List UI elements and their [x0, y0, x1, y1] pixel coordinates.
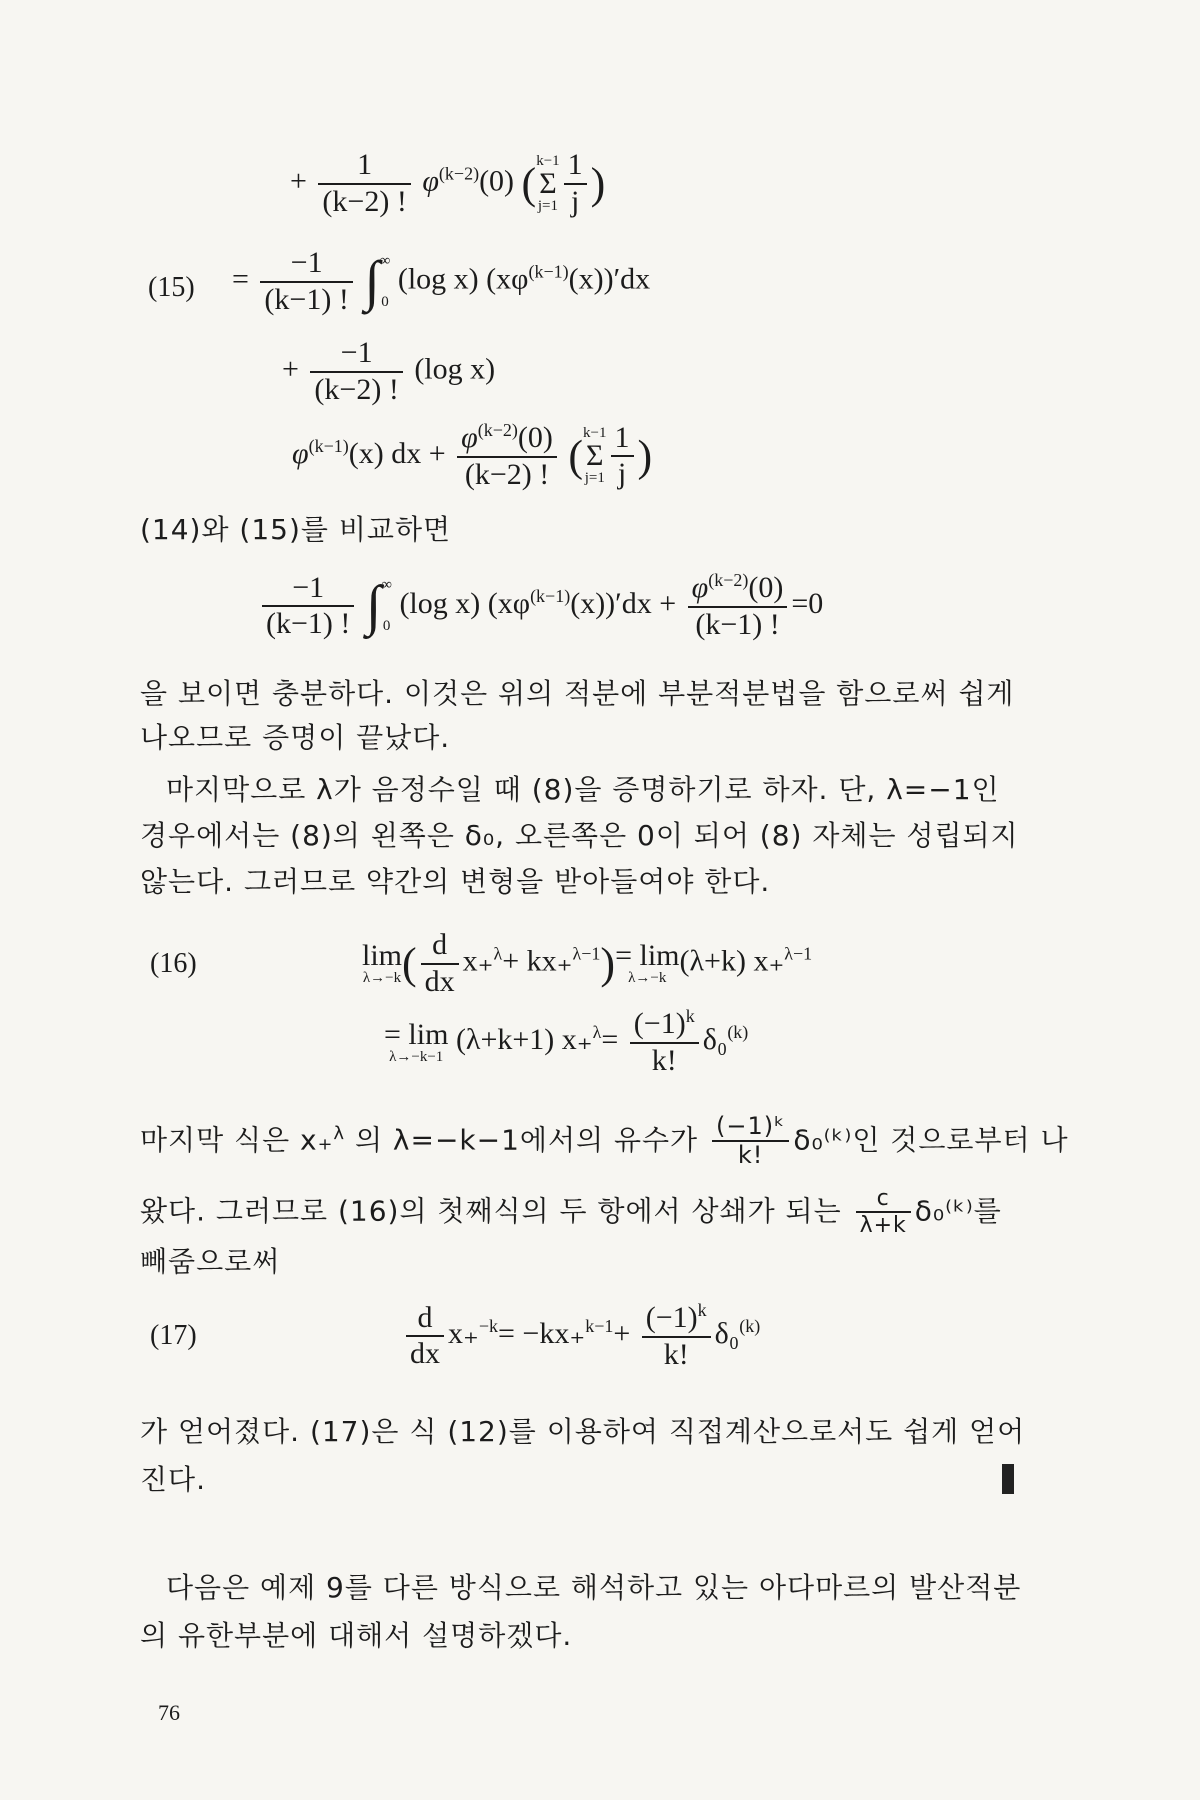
fraction [630, 1006, 699, 1078]
fraction-denominator: dx [406, 1335, 444, 1372]
phi-symbol: φ [292, 436, 309, 470]
superscript: (k) [727, 1021, 749, 1042]
superscript: (k) [739, 1315, 761, 1336]
integral-lower: 0 [382, 618, 391, 634]
fraction [712, 1113, 789, 1170]
paragraph-5-line-1: 다음은 예제 9를 다른 방식으로 해석하고 있는 아다마르의 발산적분 [166, 1571, 1022, 1604]
fraction-denominator: dx [421, 963, 459, 1000]
fraction [856, 1186, 911, 1239]
fraction-denominator: (k−1) ! [262, 605, 354, 642]
fraction-denominator: (k−1) ! [260, 281, 352, 318]
paragraph-4-line-2: 진다. [140, 1463, 206, 1496]
superscript: λ−1 [572, 943, 601, 964]
numerator-text: (−1) [633, 1007, 686, 1040]
integral-lower: 0 [381, 293, 389, 310]
paragraph-3-line-2 [140, 1186, 1002, 1239]
plus-sign: + [282, 352, 299, 386]
term: + kx₊ [502, 944, 573, 978]
superscript: λ−1 [784, 943, 813, 964]
phi-argument: (0) [517, 421, 553, 454]
fraction-numerator: −1 [290, 246, 323, 279]
fraction [564, 148, 587, 219]
phi-superscript: (k−2) [438, 163, 480, 184]
sum-sigma: Σ [539, 166, 557, 200]
term: (λ+k) x₊ [679, 944, 785, 978]
limit [384, 1017, 449, 1065]
paragraph-2-line-3: 않는다. 그러므로 약간의 변형을 받아들여야 한다. [140, 865, 771, 898]
fraction [318, 148, 410, 219]
fraction-numerator: −1 [340, 336, 373, 369]
fraction [688, 570, 788, 642]
paragraph-3-line-3: 빼줌으로써 [140, 1245, 281, 1278]
fraction [260, 246, 352, 317]
lim-subscript: λ→−k−1 [389, 1048, 444, 1065]
fraction [262, 571, 354, 642]
equation-15-line1 [232, 246, 650, 317]
paren-close: ) [600, 939, 616, 988]
limit [615, 941, 679, 986]
delta-symbol: δ₀ [714, 1316, 740, 1350]
paren-open: ( [402, 939, 417, 988]
integrand-superscript: (k−1) [528, 261, 569, 282]
equation-16-line1 [362, 928, 812, 999]
fraction [421, 928, 459, 999]
sum-lower: j=1 [537, 197, 558, 214]
superscript: −k [478, 1315, 498, 1336]
phi-symbol: φ [691, 571, 709, 604]
fraction-denominator: k! [712, 1140, 789, 1170]
paragraph-1-line-1: 을 보이면 충분하다. 이것은 위의 적분에 부분적분법을 함으로써 쉽게 [140, 677, 1015, 710]
superscript: λ [333, 1123, 346, 1144]
text-segment: 의 λ=−k−1에서의 유수가 [354, 1123, 699, 1157]
integrand: (log x) (xφ [399, 586, 531, 620]
lim-subscript: λ→−k [628, 970, 667, 986]
paragraph-2-line-2: 경우에서는 (8)의 왼쪽은 δ₀, 오른쪽은 0이 되어 (8) 자체는 성립되지 [140, 819, 1019, 852]
term: (λ+k+1) x₊ [455, 1022, 593, 1056]
paren-close: ) [590, 159, 606, 208]
paragraph-2-line-1: 마지막으로 λ가 음정수일 때 (8)을 증명하기로 하자. 단, λ=−1인 [166, 773, 1000, 806]
fraction [611, 421, 634, 492]
fraction-numerator: (−1)ᵏ [716, 1111, 786, 1140]
fraction-numerator [457, 420, 557, 456]
compare-text: (14)와 (15)를 비교하면 [140, 513, 452, 546]
end-of-proof-mark [1002, 1464, 1014, 1494]
superscript: k [685, 1006, 695, 1026]
equation-label-15: (15) [148, 272, 195, 303]
phi-argument: (0) [479, 164, 515, 198]
fraction-denominator: (k−2) ! [457, 456, 557, 493]
sum-lower: j=1 [584, 470, 605, 486]
paragraph-3-line-1 [140, 1112, 1069, 1170]
text-segment: 마지막 식은 x₊ [140, 1123, 334, 1157]
paren-open: ( [568, 431, 584, 481]
fraction-denominator: (k−1) ! [688, 606, 788, 643]
term: = −kx₊ [498, 1316, 586, 1350]
equals-sign: = [232, 262, 249, 296]
fraction-denominator: k! [630, 1042, 699, 1079]
paragraph-1-line-2: 나오므로 증명이 끝났다. [140, 721, 451, 754]
page-number: 76 [158, 1700, 180, 1725]
superscript: λ [493, 943, 503, 964]
superscript: k−1 [585, 1315, 614, 1336]
sum-sigma: Σ [586, 439, 604, 472]
phi-superscript: (k−1) [308, 435, 349, 456]
fraction [457, 420, 557, 492]
phi-superscript: (k−2) [477, 420, 518, 440]
fraction-denominator: j [611, 455, 634, 492]
paren-close: ) [637, 431, 653, 481]
phi-symbol: φ [461, 421, 478, 454]
paren-open: ( [521, 159, 537, 208]
equals-sign: = [601, 1022, 619, 1056]
plus-sign: + [613, 1316, 631, 1350]
fraction-denominator: (k−2) ! [318, 183, 410, 220]
plus-sign: + [290, 164, 307, 198]
integrand: (log x) (xφ [397, 262, 529, 296]
fraction [310, 336, 402, 407]
term: x₊ [462, 944, 494, 978]
summation [536, 154, 559, 214]
phi-symbol: φ [422, 164, 439, 198]
fraction-numerator: c [876, 1186, 890, 1211]
summation [583, 426, 606, 486]
integrand-superscript: (k−1) [530, 585, 571, 606]
superscript: k [697, 1300, 707, 1320]
equation-label-17: (17) [150, 1320, 197, 1351]
integral-sign: ∫ [365, 575, 382, 637]
term: (x) dx + [348, 436, 446, 470]
equation-compare [258, 570, 823, 642]
sum-upper: k−1 [536, 152, 560, 169]
phi-superscript: (k−2) [708, 570, 749, 590]
fraction-numerator [642, 1300, 711, 1336]
fraction-denominator: k! [642, 1336, 711, 1373]
integral-sign: ∫ [364, 250, 380, 313]
fraction [406, 1301, 444, 1372]
integral-upper: ∞ [379, 252, 391, 269]
equation-15-line3 [292, 420, 652, 492]
equation-16-line2 [384, 1006, 748, 1078]
paragraph-4-line-1: 가 얻어졌다. (17)은 식 (12)를 이용하여 직접계산으로서도 쉽게 얻어 [140, 1415, 1026, 1448]
fraction [642, 1300, 711, 1372]
log-term: (log x) [414, 352, 496, 386]
text-segment: δ₀⁽ᵏ⁾인 것으로부터 나 [793, 1123, 1069, 1157]
fraction-denominator: j [564, 183, 587, 220]
fraction-denominator: λ+k [856, 1211, 911, 1238]
lim-subscript: λ→−k [362, 970, 402, 986]
delta-symbol: δ₀ [702, 1022, 728, 1056]
fraction-denominator: (k−2) ! [310, 371, 402, 408]
text-segment: δ₀⁽ᵏ⁾를 [914, 1194, 1002, 1228]
equation-top-line [290, 148, 605, 219]
fraction-numerator: 1 [357, 148, 373, 181]
lim-text: = lim [384, 1017, 449, 1051]
equation-17 [402, 1300, 760, 1372]
integrand-end: (x))′dx [568, 262, 651, 296]
equals-zero: =0 [791, 586, 824, 620]
text-segment: 왔다. 그러므로 (16)의 첫째식의 두 항에서 상쇄가 되는 [140, 1194, 842, 1228]
integral-limits [380, 254, 391, 310]
fraction-numerator: −1 [292, 570, 325, 604]
fraction-numerator: d [432, 928, 448, 961]
equation-label-16: (16) [150, 948, 197, 979]
limit [362, 941, 402, 986]
fraction-numerator [688, 570, 788, 606]
sum-upper: k−1 [583, 425, 607, 441]
equation-15-line2 [282, 336, 495, 407]
integrand-end: (x))′dx + [570, 586, 677, 620]
paragraph-5-line-2: 의 유한부분에 대해서 설명하겠다. [140, 1619, 573, 1652]
term: x₊ [448, 1316, 479, 1350]
lim-text: lim [362, 939, 403, 972]
fraction-numerator: 1 [567, 148, 583, 181]
fraction-numerator: 1 [614, 420, 630, 454]
integral-limits [381, 578, 392, 634]
fraction-numerator: d [417, 1300, 433, 1334]
phi-argument: (0) [748, 571, 784, 604]
integral-upper: ∞ [381, 577, 392, 593]
superscript: λ [592, 1021, 602, 1042]
numerator-text: (−1) [645, 1301, 698, 1334]
lim-text: = lim [615, 939, 680, 972]
fraction-numerator [630, 1006, 699, 1042]
